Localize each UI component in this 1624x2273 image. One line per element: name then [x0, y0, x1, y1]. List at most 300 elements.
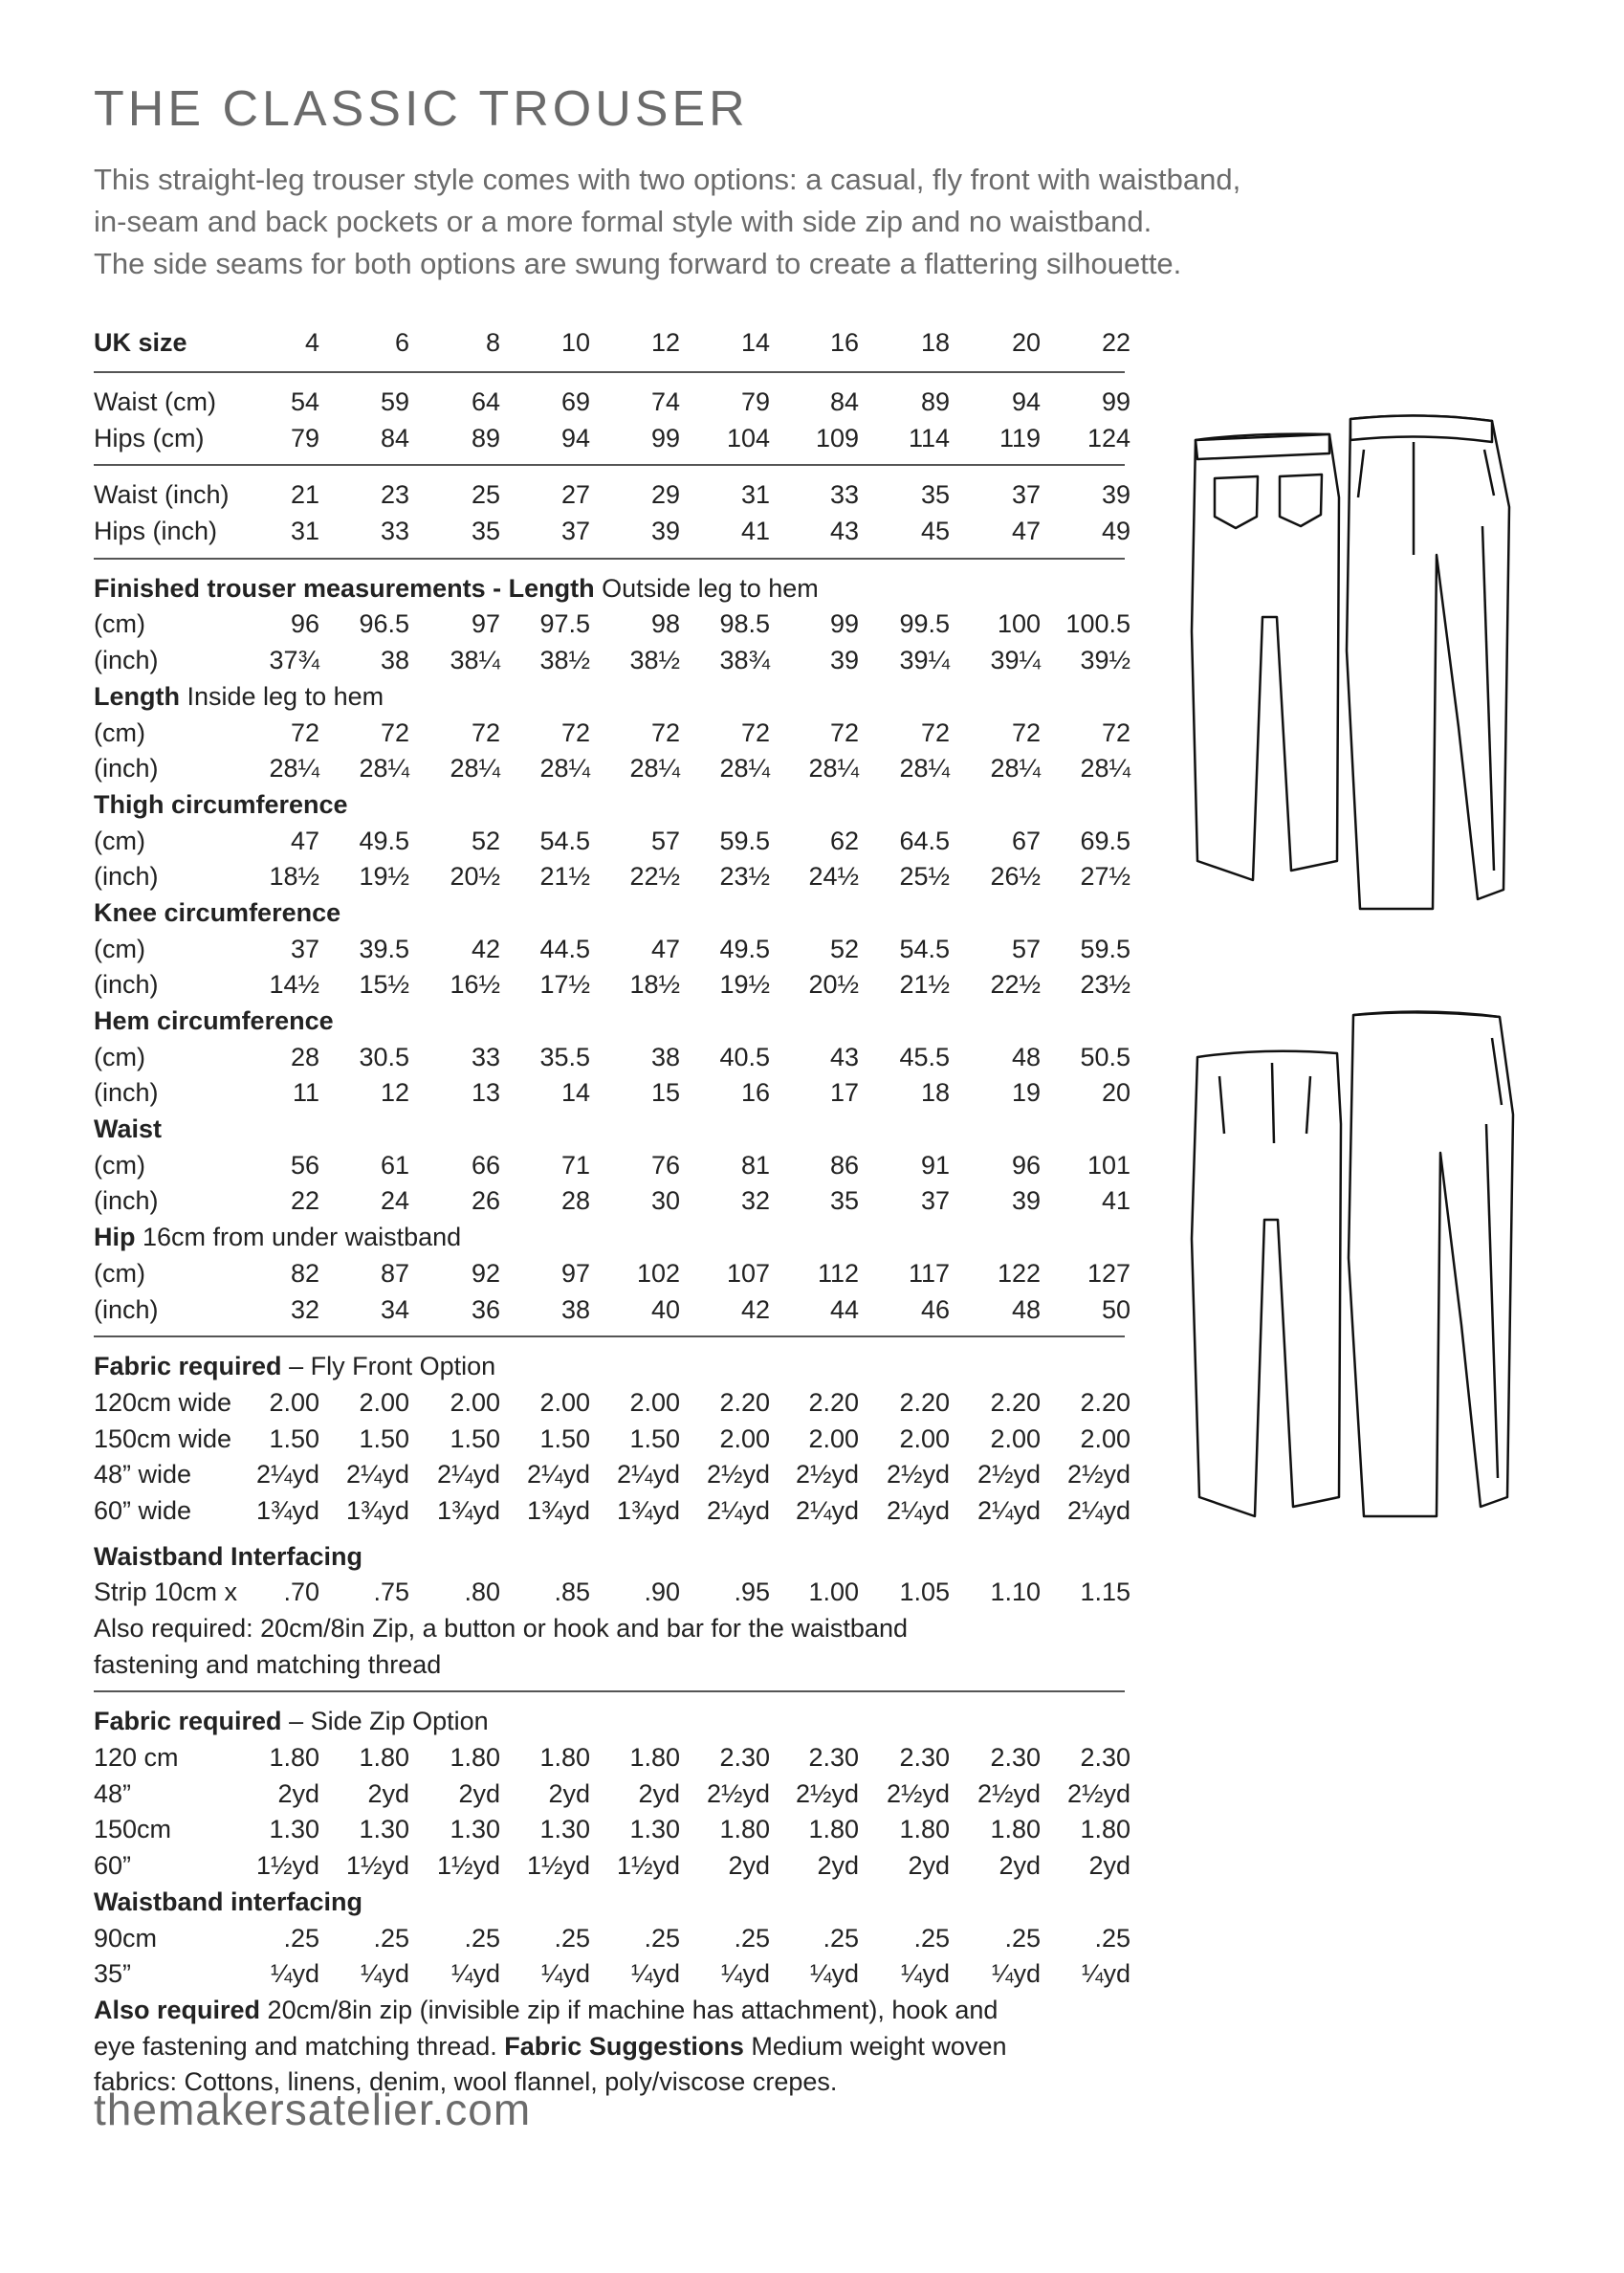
table-cell: 59.5	[719, 826, 770, 855]
table-cell: 2½yd	[886, 1778, 950, 1808]
table-cell: 72	[290, 717, 319, 747]
table-cell: 2.30	[990, 1743, 1041, 1773]
table-cell: 18½	[269, 862, 319, 892]
table-cell: 2.20	[808, 1387, 859, 1417]
row-label: (cm)	[94, 1258, 145, 1288]
section-heading-bold: Length	[94, 681, 180, 711]
side-zip-also-required	[94, 1993, 1134, 2029]
table-row	[94, 1075, 1134, 1112]
table-cell: 96.5	[359, 609, 409, 639]
table-row	[94, 477, 1134, 514]
table-cell: 94	[560, 423, 590, 452]
table-cell: 28¼	[899, 754, 950, 783]
table-cell: 17	[829, 1078, 859, 1108]
table-cell: 1.80	[899, 1815, 950, 1844]
table-cell: 19	[1011, 1078, 1041, 1108]
finished-measurements-heading	[94, 571, 1134, 607]
table-cell: 79	[740, 387, 770, 416]
table-cell: .25	[554, 1923, 590, 1953]
table-row	[94, 1457, 1134, 1493]
table-cell: 11	[292, 1078, 319, 1108]
table-cell: 1½yd	[526, 1851, 590, 1881]
table-cell: 26	[471, 1186, 500, 1216]
table-cell: 99	[1101, 387, 1130, 416]
table-cell: 47	[650, 934, 680, 963]
table-cell: 2.00	[539, 1387, 590, 1417]
table-cell: 49	[1101, 517, 1130, 546]
table-cell: .25	[823, 1923, 859, 1953]
table-row	[94, 1148, 1134, 1184]
table-cell: 72	[471, 717, 500, 747]
fabric-suggestions-label: Fabric Suggestions	[504, 2031, 744, 2061]
table-cell: 2.00	[629, 1387, 680, 1417]
table-row	[94, 1812, 1134, 1848]
table-cell: 2.00	[450, 1387, 500, 1417]
table-cell: 1.80	[629, 1743, 680, 1773]
row-label: (inch)	[94, 970, 159, 1000]
table-cell: 45	[920, 517, 950, 546]
table-cell: 22½	[990, 970, 1041, 1000]
table-cell: 2½yd	[706, 1460, 770, 1490]
fly-front-also-required: Also required: 20cm/8in Zip, a button or hook and bar for the waistband	[94, 1614, 909, 1643]
section-heading-bold: Finished trouser measurements - Length	[94, 573, 595, 603]
table-row	[94, 1776, 1134, 1813]
table-cell: 71	[560, 1150, 590, 1180]
section-heading: Knee circumference	[94, 897, 341, 927]
table-cell: 31	[740, 480, 770, 510]
table-cell: 97	[560, 1258, 590, 1288]
table-cell: 22½	[629, 862, 680, 892]
table-cell: 92	[471, 1258, 500, 1288]
table-row	[94, 1921, 1134, 1957]
table-cell: .25	[644, 1923, 680, 1953]
table-cell: 1½yd	[436, 1851, 500, 1881]
table-cell: .95	[734, 1578, 770, 1607]
table-cell: 18	[920, 1078, 950, 1108]
fly-front-interfacing-heading	[94, 1539, 1134, 1576]
table-row	[94, 643, 1134, 679]
table-cell: 2½yd	[977, 1778, 1041, 1808]
table-cell: .25	[464, 1923, 500, 1953]
table-cell: 30.5	[359, 1042, 409, 1071]
fabric-suggestions-text: Medium weight woven	[743, 2031, 1007, 2061]
size-header-row	[94, 321, 1134, 364]
table-cell: 35	[920, 480, 950, 510]
table-cell: 47	[290, 826, 319, 855]
table-cell: .80	[464, 1578, 500, 1607]
table-row	[94, 1292, 1134, 1329]
table-cell: 2¼yd	[1066, 1495, 1130, 1525]
table-cell: ¼yd	[720, 1959, 770, 1989]
table-cell: 89	[920, 387, 950, 416]
also-required-text: 20cm/8in zip (invisible zip if machine has attachment), hook and	[260, 1995, 999, 2024]
row-label: (cm)	[94, 826, 145, 855]
table-cell: 16½	[450, 970, 500, 1000]
row-label: Strip 10cm x	[94, 1578, 238, 1607]
table-cell: 2.20	[899, 1387, 950, 1417]
table-row	[94, 1740, 1134, 1776]
table-cell: 20½	[450, 862, 500, 892]
hip-heading	[94, 1220, 1134, 1256]
table-cell: 2½yd	[1066, 1460, 1130, 1490]
table-cell: 48	[1011, 1042, 1041, 1071]
fly-front-trouser-illustration	[1186, 411, 1530, 928]
side-zip-trouser-illustration	[1186, 1000, 1530, 1526]
section-heading: Hem circumference	[94, 1006, 334, 1035]
row-label: 150cm wide	[94, 1423, 232, 1453]
table-cell: 38	[560, 1294, 590, 1324]
table-cell: 33	[829, 480, 859, 510]
table-cell: 1.30	[359, 1815, 409, 1844]
also-required-label: Also required	[94, 1995, 261, 2024]
table-cell: 122	[997, 1258, 1041, 1288]
table-cell: 39¼	[990, 646, 1041, 675]
row-label: (cm)	[94, 934, 145, 963]
table-cell: 39	[829, 646, 859, 675]
table-cell: 56	[290, 1150, 319, 1180]
row-label: 60”	[94, 1851, 132, 1881]
intro-text	[94, 159, 1490, 285]
table-cell: ¼yd	[809, 1959, 859, 1989]
row-label: 48” wide	[94, 1460, 192, 1490]
table-cell: 2½yd	[706, 1778, 770, 1808]
table-cell: 21½	[539, 862, 590, 892]
table-cell: 2.00	[269, 1387, 319, 1417]
table-cell: 72	[740, 717, 770, 747]
table-cell: 28	[290, 1042, 319, 1071]
table-cell: 15½	[359, 970, 409, 1000]
row-label: 48”	[94, 1778, 132, 1808]
table-cell: 2yd	[1088, 1851, 1130, 1881]
table-cell: 119	[999, 423, 1041, 452]
table-cell: 2.30	[719, 1743, 770, 1773]
divider	[94, 558, 1125, 560]
table-cell: 43	[829, 517, 859, 546]
intro-line: in-seam and back pockets or a more formal style with side zip and no waistband.	[94, 205, 1152, 238]
table-cell: 2¼yd	[345, 1460, 409, 1490]
table-cell: 40.5	[719, 1042, 770, 1071]
table-cell: 25	[471, 480, 500, 510]
table-cell: 2¼yd	[526, 1460, 590, 1490]
table-cell: 36	[471, 1294, 500, 1324]
table-cell: 2.30	[899, 1743, 950, 1773]
waist-heading	[94, 1112, 1134, 1148]
table-row	[94, 607, 1134, 643]
table-cell: 2.00	[808, 1423, 859, 1453]
table-cell: 24½	[808, 862, 859, 892]
table-cell: 1.50	[359, 1423, 409, 1453]
table-cell: 18	[920, 328, 950, 357]
table-cell: 99	[650, 423, 680, 452]
row-label: (inch)	[94, 646, 159, 675]
table-cell: .70	[283, 1578, 319, 1607]
table-cell: .25	[283, 1923, 319, 1953]
table-cell: 91	[920, 1150, 950, 1180]
table-cell: .25	[373, 1923, 409, 1953]
table-cell: 2yd	[548, 1778, 590, 1808]
table-cell: 28¼	[450, 754, 500, 783]
website-url: themakersatelier.com	[94, 2085, 532, 2134]
table-cell: 21½	[899, 970, 950, 1000]
table-cell: 27½	[1080, 862, 1130, 892]
row-label: Waist (inch)	[94, 480, 230, 510]
table-cell: 107	[726, 1258, 770, 1288]
table-cell: 112	[817, 1258, 859, 1288]
table-cell: 2.00	[899, 1423, 950, 1453]
table-cell: 2.30	[1080, 1743, 1130, 1773]
table-cell: 2yd	[908, 1851, 950, 1881]
table-cell: 84	[380, 423, 409, 452]
table-cell: 99	[829, 609, 859, 639]
table-cell: 109	[815, 423, 859, 452]
table-cell: 1½yd	[616, 1851, 680, 1881]
hem-heading	[94, 1004, 1134, 1040]
table-cell: 14½	[269, 970, 319, 1000]
table-cell: 38	[650, 1042, 680, 1071]
table-cell: 1¾yd	[526, 1495, 590, 1525]
row-label: 90cm	[94, 1923, 158, 1953]
table-cell: 52	[829, 934, 859, 963]
row-label: (inch)	[94, 1078, 159, 1108]
spacer	[94, 1530, 1134, 1539]
table-cell: 72	[1101, 717, 1130, 747]
table-row	[94, 1183, 1134, 1220]
table-cell: 2¼yd	[255, 1460, 319, 1490]
table-cell: 2.20	[990, 1387, 1041, 1417]
table-cell: 2½yd	[1066, 1778, 1130, 1808]
row-label: (cm)	[94, 717, 145, 747]
side-zip-interfacing-heading	[94, 1885, 1134, 1921]
size-chart	[94, 321, 1134, 2101]
table-cell: 30	[650, 1186, 680, 1216]
table-cell: 12	[380, 1078, 409, 1108]
table-cell: 46	[920, 1294, 950, 1324]
table-row	[94, 1040, 1134, 1076]
table-cell: 1.80	[719, 1815, 770, 1844]
table-cell: 72	[920, 717, 950, 747]
table-cell: 72	[1011, 717, 1041, 747]
section-heading: Waistband interfacing	[94, 1887, 363, 1916]
table-cell: 39	[1101, 480, 1130, 510]
table-cell: 1¾yd	[436, 1495, 500, 1525]
table-row	[94, 859, 1134, 895]
table-cell: 59	[380, 387, 409, 416]
table-cell: 2yd	[367, 1778, 409, 1808]
table-cell: 14	[740, 328, 770, 357]
row-label: (inch)	[94, 862, 159, 892]
table-cell: 15	[650, 1078, 680, 1108]
table-cell: 59.5	[1080, 934, 1130, 963]
table-cell: 18½	[629, 970, 680, 1000]
table-cell: .25	[1004, 1923, 1041, 1953]
table-cell: 2¼yd	[886, 1495, 950, 1525]
table-cell: 62	[829, 826, 859, 855]
table-cell: 94	[1011, 387, 1041, 416]
table-cell: 2yd	[817, 1851, 859, 1881]
table-cell: 19½	[359, 862, 409, 892]
intro-line: The side seams for both options are swung forward to create a flattering silhouette.	[94, 247, 1182, 280]
table-cell: 35.5	[539, 1042, 590, 1071]
table-cell: 100.5	[1065, 609, 1130, 639]
table-cell: 2.00	[1080, 1423, 1130, 1453]
table-cell: 37	[1011, 480, 1041, 510]
section-heading-bold: Hip	[94, 1223, 136, 1252]
row-label: (inch)	[94, 1294, 159, 1324]
table-cell: 54.5	[539, 826, 590, 855]
table-cell: 37	[560, 517, 590, 546]
table-cell: 1.50	[269, 1423, 319, 1453]
table-cell: 1.10	[990, 1578, 1041, 1607]
table-cell: 2.20	[719, 1387, 770, 1417]
table-cell: 42	[740, 1294, 770, 1324]
table-cell: 22	[1101, 328, 1130, 357]
table-cell: 29	[650, 480, 680, 510]
table-cell: 72	[829, 717, 859, 747]
table-row	[94, 385, 1134, 421]
table-cell: 1.00	[808, 1578, 859, 1607]
table-cell: 28¼	[269, 754, 319, 783]
table-row	[94, 967, 1134, 1004]
table-cell: 38	[380, 646, 409, 675]
row-label: (cm)	[94, 1042, 145, 1071]
fly-front-fabric-heading	[94, 1349, 1134, 1385]
divider	[94, 1690, 1125, 1692]
table-cell: ¼yd	[360, 1959, 409, 1989]
section-heading-bold: Fabric required	[94, 1352, 282, 1381]
table-cell: 39	[1011, 1186, 1041, 1216]
table-cell: 89	[471, 423, 500, 452]
table-cell: 38¾	[719, 646, 770, 675]
table-cell: 57	[1011, 934, 1041, 963]
table-cell: 49.5	[359, 826, 409, 855]
row-label: Hips (cm)	[94, 423, 205, 452]
table-cell: 41	[1101, 1186, 1130, 1216]
table-cell: 43	[829, 1042, 859, 1071]
table-cell: 13	[471, 1078, 500, 1108]
table-cell: 1½yd	[255, 1851, 319, 1881]
table-cell: 8	[485, 328, 500, 357]
table-cell: 44	[829, 1294, 859, 1324]
row-label: (cm)	[94, 1150, 145, 1180]
table-cell: 1.30	[539, 1815, 590, 1844]
trouser-drawing-fly-front	[1186, 411, 1530, 928]
table-cell: 37	[920, 1186, 950, 1216]
table-cell: 14	[560, 1078, 590, 1108]
table-cell: ¼yd	[630, 1959, 680, 1989]
row-label: 120 cm	[94, 1743, 179, 1773]
table-cell: 32	[290, 1294, 319, 1324]
table-cell: ¼yd	[450, 1959, 500, 1989]
table-cell: 33	[380, 517, 409, 546]
table-cell: 98.5	[719, 609, 770, 639]
table-cell: 2¼yd	[616, 1460, 680, 1490]
side-zip-also-required	[94, 2029, 1134, 2065]
table-cell: 66	[471, 1150, 500, 1180]
table-cell: 26½	[990, 862, 1041, 892]
table-cell: 35	[829, 1186, 859, 1216]
table-cell: 57	[650, 826, 680, 855]
row-label: (cm)	[94, 609, 145, 639]
table-cell: 38½	[629, 646, 680, 675]
fabric-suggestions-text: fabrics: Cottons, linens, denim, wool flannel, poly/viscose crepes.	[94, 2067, 838, 2097]
table-cell: 28¼	[990, 754, 1041, 783]
table-cell: 82	[290, 1258, 319, 1288]
table-cell: 1.80	[359, 1743, 409, 1773]
table-cell: .90	[644, 1578, 680, 1607]
size-header-label: UK size	[94, 328, 187, 357]
table-cell: ¼yd	[270, 1959, 319, 1989]
table-cell: 23	[380, 480, 409, 510]
side-zip-fabric-heading	[94, 1704, 1134, 1740]
table-cell: 1.05	[899, 1578, 950, 1607]
table-cell: 47	[1011, 517, 1041, 546]
table-cell: 20	[1101, 1078, 1130, 1108]
table-row	[94, 1493, 1134, 1530]
table-cell: 67	[1011, 826, 1041, 855]
page-title: THE CLASSIC TROUSER	[94, 81, 749, 137]
table-cell: 10	[560, 328, 590, 357]
table-cell: 100	[997, 609, 1041, 639]
table-cell: 49.5	[719, 934, 770, 963]
table-row	[94, 421, 1134, 457]
table-cell: 33	[471, 1042, 500, 1071]
table-cell: 39.5	[359, 934, 409, 963]
table-row	[94, 1956, 1134, 1993]
intro-line: This straight-leg trouser style comes with two options: a casual, fly front with waistband,	[94, 163, 1241, 196]
table-cell: 27	[560, 480, 590, 510]
table-cell: 28¼	[808, 754, 859, 783]
table-cell: 16	[740, 1078, 770, 1108]
table-cell: 81	[740, 1150, 770, 1180]
table-row	[94, 751, 1134, 787]
table-cell: 69.5	[1080, 826, 1130, 855]
row-label: Waist (cm)	[94, 387, 216, 416]
table-cell: 1¾yd	[616, 1495, 680, 1525]
table-cell: 25½	[899, 862, 950, 892]
table-cell: 37	[290, 934, 319, 963]
row-label: 60” wide	[94, 1495, 192, 1525]
table-cell: 45.5	[899, 1042, 950, 1071]
table-cell: 96	[1011, 1150, 1041, 1180]
table-row	[94, 514, 1134, 550]
table-cell: 12	[650, 328, 680, 357]
table-cell: 39	[650, 517, 680, 546]
table-cell: .85	[554, 1578, 590, 1607]
table-cell: 32	[740, 1186, 770, 1216]
table-row	[94, 932, 1134, 968]
table-cell: ¼yd	[540, 1959, 590, 1989]
inside-leg-heading	[94, 679, 1134, 716]
table-cell: .75	[373, 1578, 409, 1607]
table-cell: ¼yd	[991, 1959, 1041, 1989]
table-cell: 28	[560, 1186, 590, 1216]
also-required-text: eye fastening and matching thread.	[94, 2031, 505, 2061]
table-cell: 40	[650, 1294, 680, 1324]
section-heading: Thigh circumference	[94, 789, 348, 819]
row-label: (inch)	[94, 1186, 159, 1216]
table-cell: 37¾	[269, 646, 319, 675]
table-cell: 54	[290, 387, 319, 416]
table-cell: 2yd	[728, 1851, 770, 1881]
table-cell: 2yd	[277, 1778, 319, 1808]
table-cell: 97	[471, 609, 500, 639]
table-cell: 69	[560, 387, 590, 416]
table-cell: 1.15	[1080, 1578, 1130, 1607]
table-cell: 38½	[539, 646, 590, 675]
table-cell: 76	[650, 1150, 680, 1180]
table-cell: 17½	[539, 970, 590, 1000]
table-cell: 1¾yd	[255, 1495, 319, 1525]
